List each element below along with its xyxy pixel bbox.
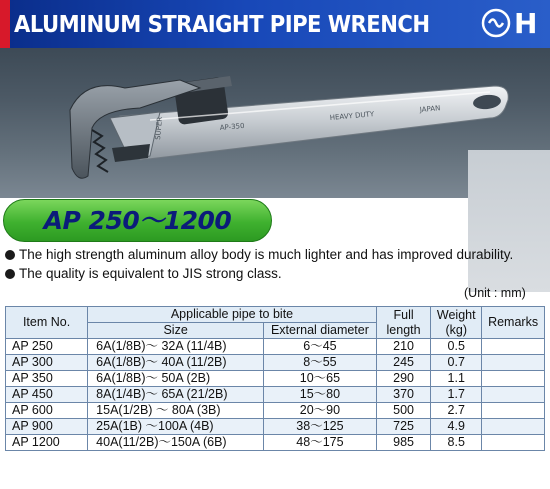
header-size: Size [88, 323, 264, 339]
wrench-origin-marking: JAPAN [419, 104, 441, 114]
cell-remarks [482, 419, 545, 435]
cell-remarks [482, 403, 545, 419]
cell-item: AP 600 [6, 403, 88, 419]
cell-remarks [482, 355, 545, 371]
table-row [6, 419, 545, 435]
wrench-duty-marking: HEAVY DUTY [329, 110, 375, 122]
header-item-no: Item No. [6, 307, 88, 339]
header-remarks: Remarks [482, 307, 545, 339]
cell-length: 290 [376, 371, 431, 387]
cell-length: 725 [376, 419, 431, 435]
accent-bar [0, 0, 10, 48]
brand-logo-letter: H [514, 7, 538, 40]
feature-item [5, 265, 525, 283]
cell-weight: 8.5 [431, 435, 482, 451]
header-banner [0, 0, 550, 48]
cell-weight: 1.7 [431, 387, 482, 403]
cell-external-diameter: 48～175 [264, 435, 377, 451]
cell-item: AP 350 [6, 371, 88, 387]
header-weight: Weight (kg) [431, 307, 482, 339]
bullet-icon [5, 250, 15, 260]
cell-external-diameter: 8～55 [264, 355, 377, 371]
table-row [6, 355, 545, 371]
cell-weight: 2.7 [431, 403, 482, 419]
cell-weight: 0.7 [431, 355, 482, 371]
feature-list [5, 246, 525, 284]
cell-length: 210 [376, 339, 431, 355]
feature-item [5, 246, 525, 264]
cell-size: 15A(1/2B) ～ 80A (3B) [88, 403, 264, 419]
cell-item: AP 1200 [6, 435, 88, 451]
cell-remarks [482, 371, 545, 387]
cell-item: AP 300 [6, 355, 88, 371]
cell-size: 6A(1/8B)～ 50A (2B) [88, 371, 264, 387]
cell-length: 370 [376, 387, 431, 403]
cell-external-diameter: 15～80 [264, 387, 377, 403]
table-row [6, 371, 545, 387]
spec-table [5, 306, 545, 451]
wrench-brand-marking: SUPER [154, 116, 165, 141]
header-applicable-pipe: Applicable pipe to bite [88, 307, 377, 323]
table-row [6, 387, 545, 403]
cell-remarks [482, 387, 545, 403]
cell-remarks [482, 339, 545, 355]
cell-external-diameter: 20～90 [264, 403, 377, 419]
cell-weight: 4.9 [431, 419, 482, 435]
cell-external-diameter: 6～45 [264, 339, 377, 355]
table-row [6, 435, 545, 451]
cell-weight: 0.5 [431, 339, 482, 355]
unit-note: (Unit : mm) [464, 286, 526, 300]
cell-length: 985 [376, 435, 431, 451]
model-range: AP 250～1200 [43, 206, 232, 235]
table-row [6, 339, 545, 355]
wrench-model-marking: AP-350 [219, 121, 245, 132]
bullet-icon [5, 269, 15, 279]
cell-size: 6A(1/8B)～ 32A (11/4B) [88, 339, 264, 355]
cell-length: 245 [376, 355, 431, 371]
cell-external-diameter: 10～65 [264, 371, 377, 387]
cell-item: AP 450 [6, 387, 88, 403]
cell-size: 40A(11/2B)～150A (6B) [88, 435, 264, 451]
feature-text: The quality is equivalent to JIS strong class. [19, 266, 282, 281]
cell-external-diameter: 38～125 [264, 419, 377, 435]
cell-remarks [482, 435, 545, 451]
header-full-length: Full length [376, 307, 431, 339]
page-title: ALUMINUM STRAIGHT PIPE WRENCH [14, 10, 430, 38]
header-external-diameter: External diameter [264, 323, 377, 339]
cell-weight: 1.1 [431, 371, 482, 387]
model-badge [3, 199, 272, 242]
circle-logo-icon [481, 8, 511, 38]
cell-length: 500 [376, 403, 431, 419]
cell-size: 25A(1B) ～100A (4B) [88, 419, 264, 435]
cell-size: 8A(1/4B)～ 65A (21/2B) [88, 387, 264, 403]
cell-item: AP 900 [6, 419, 88, 435]
cell-size: 6A(1/8B)～ 40A (11/2B) [88, 355, 264, 371]
table-row [6, 403, 545, 419]
cell-item: AP 250 [6, 339, 88, 355]
feature-text: The high strength aluminum alloy body is much lighter and has improved durability. [19, 247, 514, 262]
